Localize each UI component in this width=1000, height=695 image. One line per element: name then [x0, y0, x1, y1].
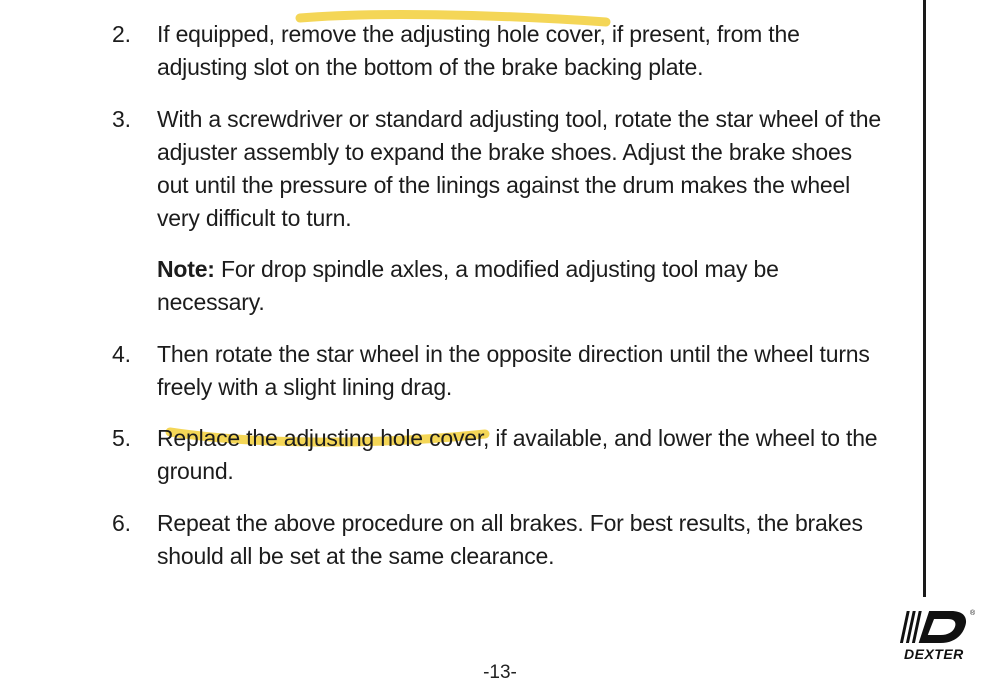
step-line: freely with a slight lining drag. — [157, 374, 453, 400]
step-number: 3. — [112, 106, 131, 132]
registered-mark: ® — [970, 610, 976, 617]
step-line: If equipped, remove the adjusting hole cover, if present, from the — [157, 21, 800, 47]
step-line: With a screwdriver or standard adjusting tool, rotate the star wheel of the — [157, 106, 881, 132]
step-line: very difficult to turn. — [157, 205, 352, 231]
step-line: adjusting slot on the bottom of the brake backing plate. — [157, 54, 704, 80]
step-text — [157, 507, 897, 573]
step-text — [157, 338, 897, 404]
step-line: Repeat the above procedure on all brakes. For best results, the brakes — [157, 510, 863, 536]
step-line: ground. — [157, 458, 234, 484]
note-block — [157, 253, 897, 319]
step-text — [157, 422, 897, 488]
logo-wordmark: DEXTER — [904, 646, 964, 662]
step-line: should all be set at the same clearance. — [157, 543, 555, 569]
step-line: Then rotate the star wheel in the opposite direction until the wheel turns — [157, 341, 870, 367]
step-text — [157, 103, 897, 235]
step-line: Replace the adjusting hole cover, if available, and lower the wheel to the — [157, 425, 878, 451]
step-number: 6. — [112, 510, 131, 536]
note-text: necessary. — [157, 289, 265, 315]
step-number: 4. — [112, 341, 131, 367]
note-label: Note: — [157, 256, 215, 282]
note-text: For drop spindle axles, a modified adjusting tool may be — [214, 256, 779, 282]
step-number: 5. — [112, 425, 131, 451]
page-number: -13- — [483, 662, 517, 683]
step-line: out until the pressure of the linings against the drum makes the wheel — [157, 172, 851, 198]
step-number: 2. — [112, 21, 131, 47]
page-border-rule — [923, 0, 926, 597]
step-line: adjuster assembly to expand the brake shoes. Adjust the brake shoes — [157, 139, 852, 165]
step-text — [157, 18, 897, 84]
